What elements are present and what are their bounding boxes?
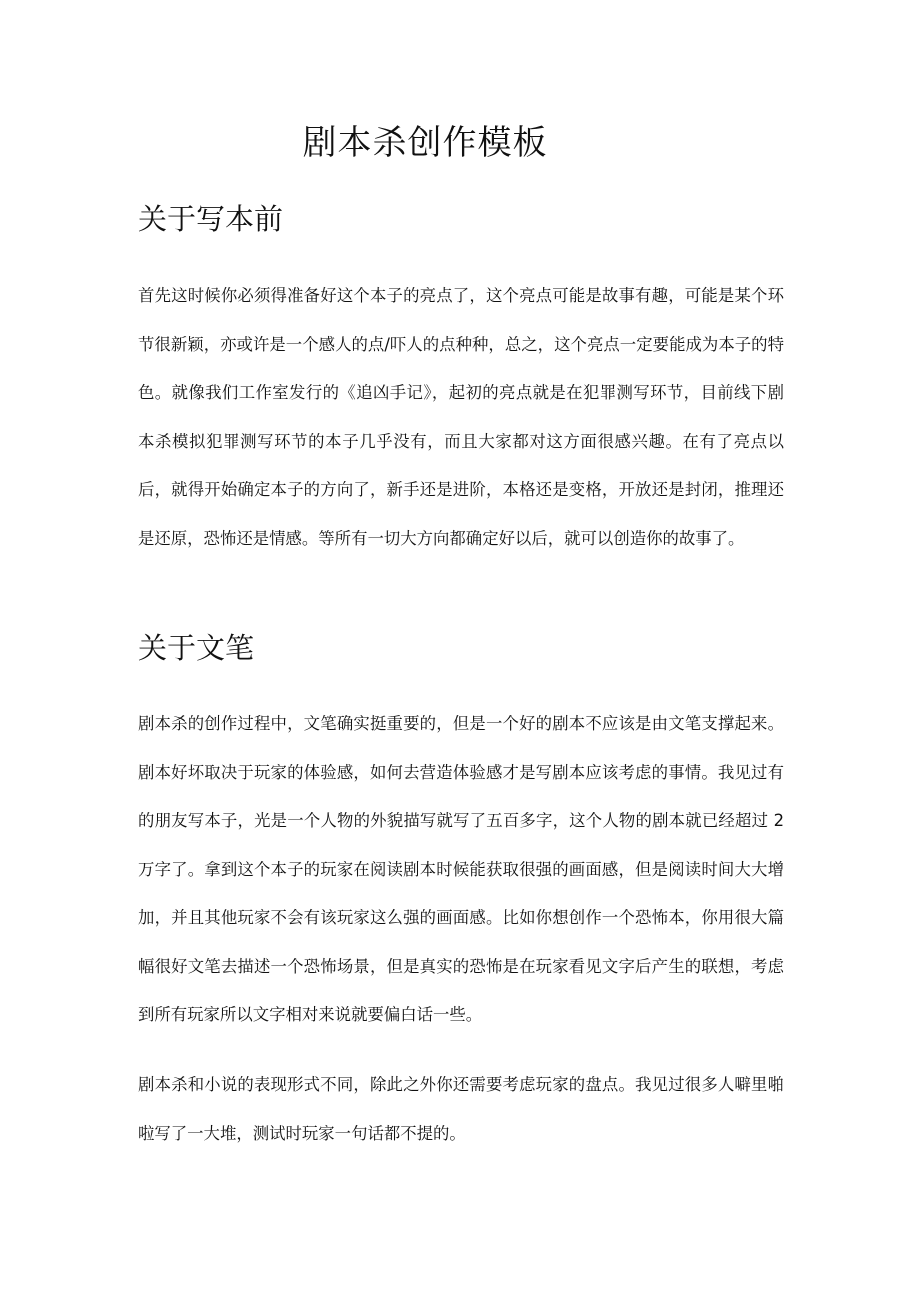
document-title: 剧本杀创作模板 — [302, 123, 548, 163]
paragraph-writing-style-2: 剧本杀和小说的表现形式不同，除此之外你还需要考虑玩家的盘点。我见过很多人噼里啪啦写了一大堆，测试时玩家一句话都不提的。 — [138, 1075, 784, 1143]
section-heading-writing-style: 关于文笔 — [138, 631, 255, 665]
paragraph-writing-style-1: 剧本杀的创作过程中，文笔确实挺重要的，但是一个好的剧本不应该是由文笔支撑起来。剧本好坏取决于玩家的体验感，如何去营造体验感才是写剧本应该考虑的事情。我见过有的朋友写本子，光是一个人物的外貌描写就写了五百多字，这个人物的剧本就已经超过 2 万字了。拿到这个本子的玩家在阅读剧本时候能获取很强的画面感，但是阅读时间大大增加，并且其他玩家不会有该玩家这么强的画面感。比如你想创作一个恐怖本，你用很大篇幅很好文笔去描述一个恐怖场景，但是真实的恐怖是在玩家看见文字后产生的联想，考虑到所有玩家所以文字相对来说就要偏白话一些。 — [138, 714, 784, 1024]
paragraph-before-writing: 首先这时候你必须得准备好这个本子的亮点了，这个亮点可能是故事有趣，可能是某个环节很新颖，亦或许是一个感人的点/吓人的点种种，总之，这个亮点一定要能成为本子的特色。就像我们工作室发行的《追凶手记》，起初的亮点就是在犯罪测写环节，目前线下剧本杀模拟犯罪测写环节的本子几乎没有，而且大家都对这方面很感兴趣。在有了亮点以后，就得开始确定本子的方向了，新手还是进阶，本格还是变格，开放还是封闭，推理还是还原，恐怖还是情感。等所有一切大方向都确定好以后，就可以创造你的故事了。 — [138, 286, 784, 548]
section-heading-before-writing: 关于写本前 — [138, 202, 284, 236]
